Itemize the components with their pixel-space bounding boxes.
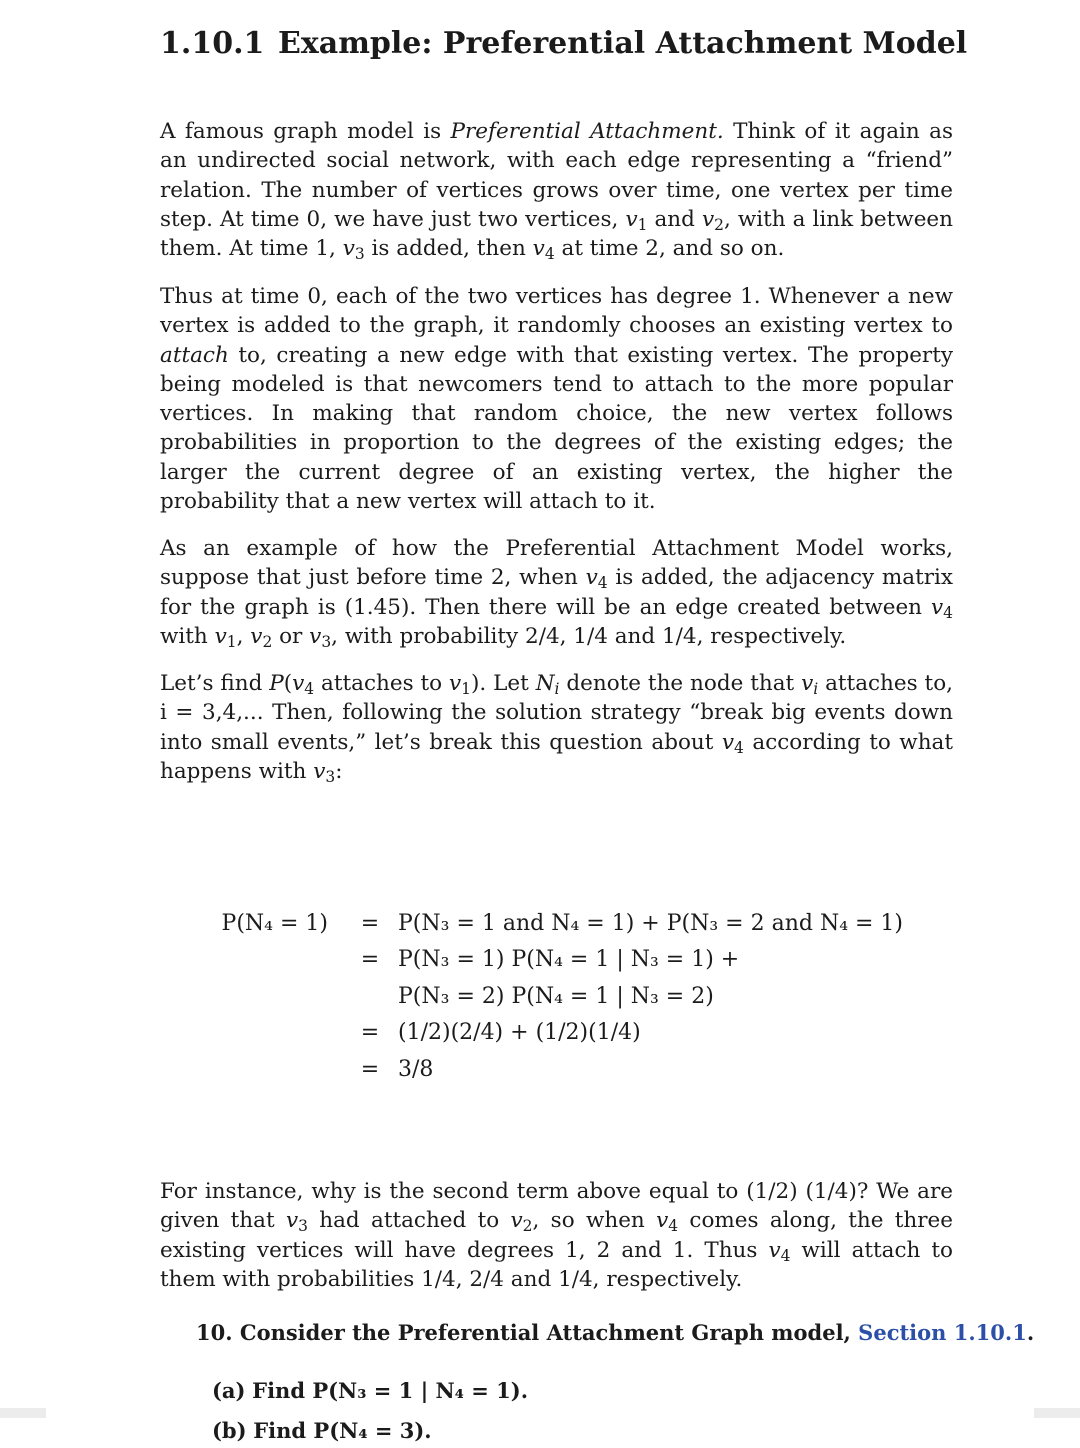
equation-rhs: P(N₃ = 2) P(N₄ = 1 | N₃ = 2) [398,983,714,1009]
text-run: with [160,623,215,649]
text-run: Thus at time 0, each of the two vertices has degree 1. Whenever a new vertex is added to the graph, it randomly chooses an existing vertex to [160,284,953,339]
text-run: , with a link between them. At time 1, [160,206,953,262]
text-run: will attach to them with probabilities 1/4, 2/4 and 1/4, respectively. [160,1237,953,1292]
paragraph-degree [160,282,953,516]
math-var: N [535,671,555,696]
text-run: : [335,758,343,784]
text-run: attaches to, i = 3,4,... Then, following the solution strategy “break big events down into small events,” let’s break this question about [160,671,953,755]
math-sub: 4 [597,574,608,593]
text-run: , with probability 2/4, 1/4 and 1/4, respectively. [331,623,847,649]
math-var: v [342,236,355,262]
math-var: v [625,206,638,232]
text-run: Think of it again as an undirected social network, with each edge representing a “friend” relation. The number of vertices grows over time, one vertex per time step. At time 0, we have just two vertices, [160,119,953,232]
text-run: For instance, why is the second term above equal to (1/2) (1/4)? We are given that [160,1179,953,1234]
paragraph-intro [160,117,953,263]
math-var: v [313,758,326,784]
equals-sign: = [360,947,380,973]
math-sub: 3 [298,1217,308,1236]
equation-rhs: P(N₃ = 1) P(N₄ = 1 | N₃ = 1) + [398,947,740,973]
text-run: comes along, the three existing vertices will have degrees 1, 2 and 1. Thus [160,1208,953,1263]
problem-text: Consider the Preferential Attachment Graph model, [232,1320,859,1345]
text-run: is added, then [364,236,533,262]
subquestion-a [212,1378,528,1403]
math-var: v [768,1237,781,1263]
equation-row [200,1015,903,1052]
math-sub: 1 [461,679,472,698]
text-run: according to what happens with [160,729,953,784]
math-var: v [449,671,462,696]
equation-row [200,905,903,942]
math-sub: 4 [668,1217,679,1236]
subquestion-text: Find P(N₃ = 1 | N₄ = 1). [252,1378,529,1403]
text-run: is added, the adjacency matrix for the graph is (1.45). Then there will be an edge created between [160,565,953,620]
math-sub: 1 [226,632,237,651]
equals-sign: = [360,1020,380,1046]
emphasis: Preferential Attachment. [450,119,724,144]
equation-rhs: 3/8 [398,1056,434,1082]
equation-row [200,978,903,1015]
equation-rhs: P(N₃ = 1 and N₄ = 1) + P(N₃ = 2 and N₄ = 1) [398,910,904,936]
math-var: v [721,729,735,755]
paragraph-example [160,534,953,651]
section-heading [160,26,967,61]
paragraph-explanation [160,1177,953,1294]
equals-sign: = [360,1056,380,1082]
section-title: Example: Preferential Attachment Model [278,26,968,61]
text-run: and [647,206,702,232]
problem-end: . [1026,1320,1035,1345]
math-sub: i [813,679,819,698]
text-run: , so when [532,1208,657,1234]
subquestion-label: (b) [212,1418,247,1443]
text-run: denote the node that [559,671,802,696]
emphasis: attach [160,342,229,368]
scan-edge-right [1034,1408,1080,1418]
math-sub: 4 [734,738,744,757]
text-run: or [272,623,310,649]
math-sub: 3 [325,767,336,786]
equation-row [200,1051,903,1088]
math-sub: 3 [321,632,332,651]
equals-sign: = [360,910,380,936]
math-var: v [250,623,263,649]
equation-block [200,905,903,1088]
paragraph-question [160,669,953,786]
math-var: v [532,236,545,262]
math-sub: 4 [544,245,555,264]
math-var: v [292,671,305,696]
problem-number: 10. [196,1320,233,1345]
math-sub: i [554,679,560,698]
text-run: As an example of how the Preferential Attachment Model works, suppose that just before time 2, when [160,536,953,591]
problem-statement [196,1320,1034,1345]
text-run: to, creating a new edge with that existing vertex. The property being modeled is that newcomers tend to attach to the more popular vertices. In making that random choice, the new vertex follows probabilities in proportion to the degrees of the existing edges; the larger the current degree of an existing vertex, the higher the probability that a new vertex will attach to it. [160,342,953,515]
math-sub: 4 [304,679,315,698]
math-sub: 4 [943,603,953,622]
subquestion-label: (a) [212,1378,246,1403]
math-sub: 2 [522,1217,533,1236]
math-var: v [701,206,715,232]
math-var: v [801,671,814,696]
text-run: at time 2, and so on. [554,236,785,262]
text-run: had attached to [307,1208,511,1234]
math-var: v [585,565,598,591]
equation-lhs: P(N₄ = 1) [221,910,328,936]
math-var: v [309,623,322,649]
math-var: v [285,1208,299,1234]
subquestion-text: Find P(N₄ = 3). [253,1418,432,1443]
equation-rhs: (1/2)(2/4) + (1/2)(1/4) [398,1020,641,1046]
text-run: attaches to [314,671,450,696]
math-var: v [931,594,944,620]
math-var: v [656,1208,669,1234]
math-var: v [214,623,227,649]
text-run: Let’s find [160,671,270,696]
section-link[interactable]: Section 1.10.1 [858,1320,1027,1345]
section-number: 1.10.1 [160,26,265,61]
text-run: , [236,623,251,649]
math-sub: 1 [637,215,648,234]
text-run: A famous graph model is [160,119,451,144]
math-sub: 2 [714,215,724,234]
equation-row [200,942,903,979]
text-run: ). Let [471,671,536,696]
math-sub: 2 [262,632,273,651]
math-var: P [269,671,284,696]
math-sub: 4 [780,1246,791,1265]
math-var: v [510,1208,523,1234]
subquestion-b [212,1418,432,1443]
math-sub: 3 [354,245,365,264]
scan-edge-left [0,1408,46,1418]
text-run: ( [283,671,293,696]
